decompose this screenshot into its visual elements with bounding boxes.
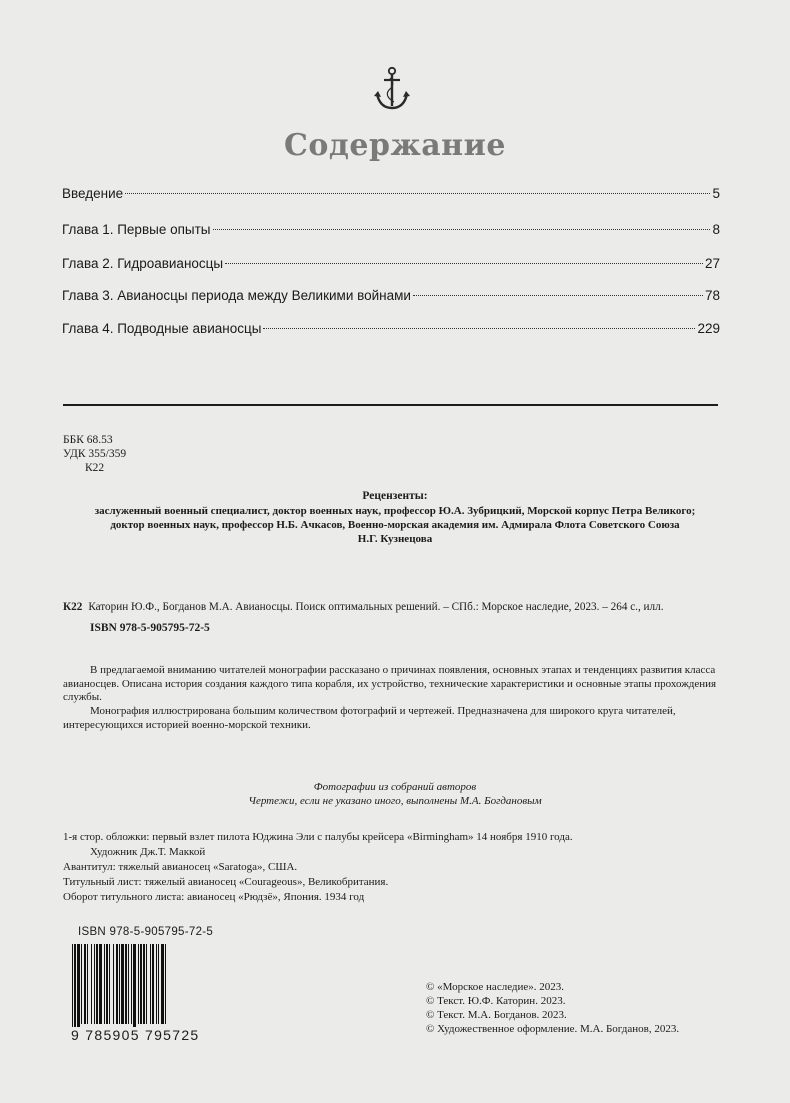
barcode-bar [116, 944, 118, 1024]
bbk-code: ББК 68.53 [63, 434, 113, 446]
toc-entry[interactable] [62, 222, 720, 244]
barcode-bar [77, 944, 80, 1032]
barcode-bar [125, 944, 127, 1024]
barcode-bar [109, 944, 110, 1024]
toc-entry-page: 8 [712, 222, 720, 237]
barcode-bar [106, 944, 108, 1024]
toc-entry-page: 229 [697, 321, 720, 336]
barcode-bar [96, 944, 98, 1024]
isbn-text: ISBN 978-5-905795-72-5 [90, 622, 210, 634]
barcode-bar [158, 944, 159, 1024]
toc-entry[interactable] [62, 321, 720, 343]
udk-code: УДК 355/359 [63, 448, 127, 460]
barcode-bar [140, 944, 142, 1024]
barcode-bar [121, 944, 124, 1024]
bibliographic-text: Каторин Ю.Ф., Богданов М.А. Авианосцы. Поиск оптимальных решений. – СПб.: Морское наследие, 2023. – 264 с., илл. [88, 601, 664, 613]
toc-leader-dots [125, 193, 710, 194]
toc-entry[interactable] [62, 256, 720, 278]
barcode-bar [113, 944, 114, 1024]
toc-entry-page: 27 [704, 256, 720, 271]
barcode-bar [91, 944, 92, 1024]
barcode-bar [138, 944, 139, 1024]
cover-note: Художник Дж.Т. Маккой [90, 846, 206, 858]
page-title: Содержание [284, 128, 506, 163]
barcode-bar [156, 944, 157, 1024]
toc-entry-page: 5 [712, 186, 720, 201]
barcode-bar [150, 944, 151, 1024]
copyright-line: © Текст. Ю.Ф. Каторин. 2023. [426, 995, 566, 1007]
barcode-bar [99, 944, 102, 1024]
toc-entry-label: Введение [62, 186, 124, 201]
barcode-digits: 9 785905 795725 [71, 1027, 200, 1043]
cover-note: Оборот титульного листа: авианосец «Рюдзё», Япония. 1934 год [63, 891, 365, 903]
barcode-bar [128, 944, 129, 1024]
barcode-bar [84, 944, 86, 1024]
drawing-credit: Чертежи, если не указано иного, выполнены М.А. Богдановым [248, 795, 542, 807]
toc-entry[interactable] [62, 288, 720, 310]
reviewer-line: доктор военных наук, профессор Н.Б. Ачкасов, Военно-морская академия им. Адмирала Флота Советского Союза [110, 519, 680, 531]
barcode-bar [146, 944, 147, 1024]
copyright-line: © Художественное оформление. М.А. Богданов, 2023. [426, 1023, 680, 1035]
toc-entry-label: Глава 2. Гидроавианосцы [62, 256, 224, 271]
reviewer-line: Н.Г. Кузнецова [357, 533, 433, 545]
reviewer-line: заслуженный военный специалист, доктор военных наук, профессор Ю.А. Зубрицкий, Морской корпус Петра Великого; [94, 505, 696, 517]
barcode-bar [133, 944, 136, 1032]
copyright-line: © Текст. М.А. Богданов. 2023. [426, 1009, 567, 1021]
reviewers-heading: Рецензенты: [362, 490, 428, 502]
toc-entry-page: 78 [704, 288, 720, 303]
barcode-bar [131, 944, 132, 1024]
barcode-bar [119, 944, 120, 1024]
toc-leader-dots [225, 263, 703, 264]
toc-leader-dots [263, 328, 695, 329]
cover-note: Авантитул: тяжелый авианосец «Saratoga», США. [63, 861, 298, 873]
photo-credit: Фотографии из собраний авторов [313, 781, 477, 793]
barcode-bar [161, 944, 164, 1024]
barcode-bar [87, 944, 88, 1024]
barcode-bar [94, 944, 95, 1024]
toc-leader-dots [413, 295, 703, 296]
barcode-icon [72, 944, 200, 1032]
anchor-icon [372, 66, 412, 112]
barcode-bar [72, 944, 73, 1032]
barcode-bar [143, 944, 145, 1024]
barcode-isbn: ISBN 978-5-905795-72-5 [78, 926, 214, 938]
toc-entry-label: Глава 1. Первые опыты [62, 222, 211, 237]
barcode-bar [152, 944, 154, 1024]
toc-entry-label: Глава 3. Авианосцы периода между Великими войнами [62, 288, 411, 303]
annotation-paragraph: Монография иллюстрирована большим количеством фотографий и чертежей. Предназначена для широкого круга читателей, интересующихся историей военно-морской техники. [63, 705, 676, 731]
horizontal-rule [63, 404, 718, 406]
cover-note: Титульный лист: тяжелый авианосец «Courageous», Великобритания. [63, 876, 389, 888]
toc-entry[interactable] [62, 186, 720, 208]
barcode-bar [165, 944, 166, 1024]
barcode-bar [74, 944, 76, 1032]
author-sign: К22 [85, 462, 105, 474]
bibliographic-record [63, 601, 723, 613]
barcode-bar [104, 944, 105, 1024]
copyright-line: © «Морское наследие». 2023. [426, 981, 565, 993]
barcode-bar [81, 944, 82, 1024]
toc-entry-label: Глава 4. Подводные авианосцы [62, 321, 262, 336]
cover-note: 1-я стор. обложки: первый взлет пилота Юджина Эли с палубы крейсера «Birmingham» 14 ноября 1910 года. [63, 831, 573, 843]
bibliographic-code: К22 [63, 601, 83, 613]
annotation-paragraph: В предлагаемой вниманию читателей монографии рассказано о причинах появления, основных этапах и тенденциях развития класса авианосцев. Описана история создания каждого типа корабля, их устройство, технические характеристики и основные этапы прохождения службы. [63, 664, 717, 704]
toc-leader-dots [213, 229, 711, 230]
